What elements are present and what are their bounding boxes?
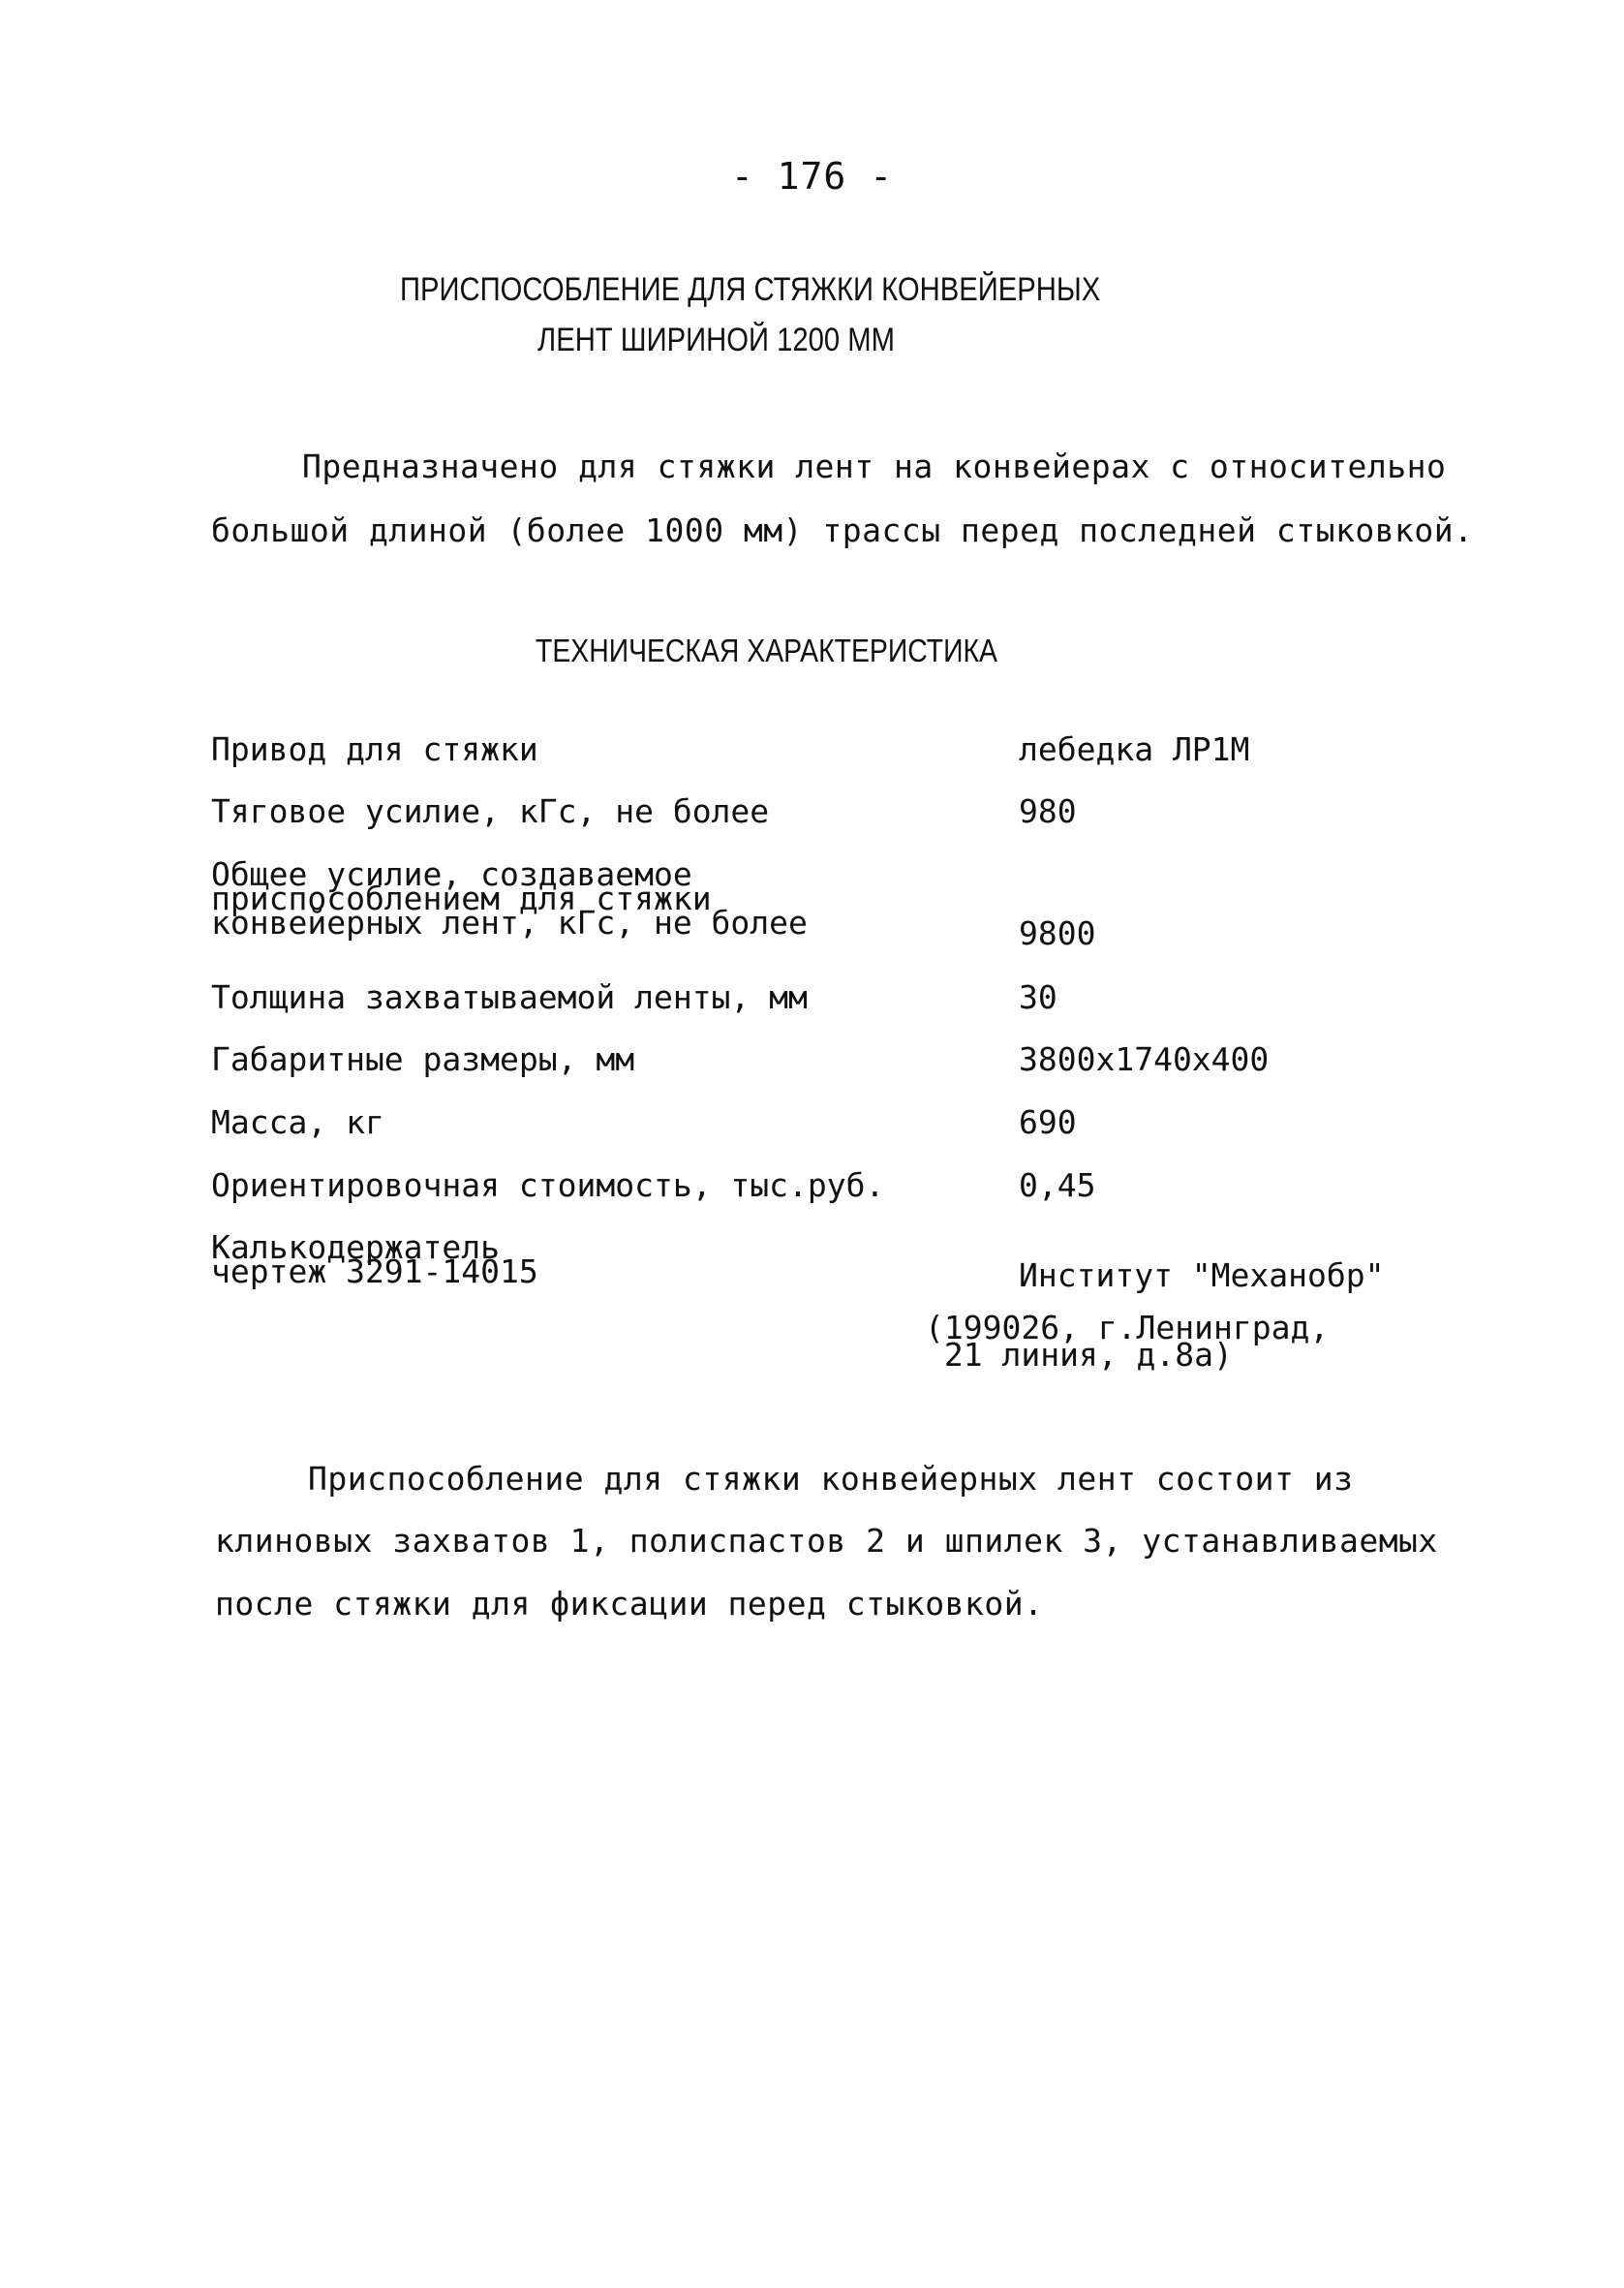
document-title-line-1: ПРИСПОСОБЛЕНИЕ ДЛЯ СТЯЖКИ КОНВЕЙЕРНЫХ [400, 271, 1101, 308]
spec-label-traction: Тяговое усилие, кГс, не более [211, 792, 770, 830]
holder-institute-name: Институт "Механобр" [1019, 1256, 1385, 1294]
intro-line-1: Предназначено для стяжки лент на конвейерах с относительно [302, 448, 1447, 485]
description-line-1: Приспособление для стяжки конвейерных лент состоит из [308, 1460, 1354, 1498]
spec-value-drive: лебедка ЛР1М [1019, 730, 1250, 768]
spec-value-dimensions: 3800х1740х400 [1019, 1040, 1270, 1078]
spec-label-drive: Привод для стяжки [211, 730, 538, 768]
spec-value-mass: 690 [1019, 1103, 1077, 1141]
spec-label-thickness: Толщина захватываемой ленты, мм [211, 978, 808, 1016]
description-line-3: после стяжки для фиксации перед стыковкой. [215, 1585, 1044, 1623]
intro-line-2: большой длиной (более 1000 мм) трассы перед последней стыковкой. [211, 511, 1474, 549]
document-title-line-2: ЛЕНТ ШИРИНОЙ 1200 ММ [537, 322, 896, 358]
spec-label-total-force: Общее усилие, создаваемое приспособлением для стяжки конвейерных лент, кГс, не более [211, 855, 808, 942]
spec-label-dimensions: Габаритные размеры, мм [211, 1040, 635, 1078]
tech-characteristics-heading: ТЕХНИЧЕСКАЯ ХАРАКТЕРИСТИКА [536, 633, 997, 668]
spec-label-mass: Масса, кг [211, 1103, 384, 1141]
spec-label-cost: Ориентировочная стоимость, тыс.руб. [211, 1166, 885, 1204]
holder-label: Калькодержатель чертеж 3291-14015 [211, 1228, 538, 1290]
spec-value-traction: 980 [1019, 792, 1077, 830]
holder-address: (199026, г.Ленинград, 21 линия, д.8а) [925, 1309, 1330, 1374]
description-line-2: клиновых захватов 1, полиспастов 2 и шпилек 3, устанавливаемых [215, 1522, 1438, 1560]
page-number: - 176 - [730, 155, 894, 198]
spec-value-cost: 0,45 [1019, 1166, 1096, 1204]
spec-value-total-force: 9800 [1019, 914, 1096, 952]
spec-value-thickness: 30 [1019, 978, 1057, 1016]
